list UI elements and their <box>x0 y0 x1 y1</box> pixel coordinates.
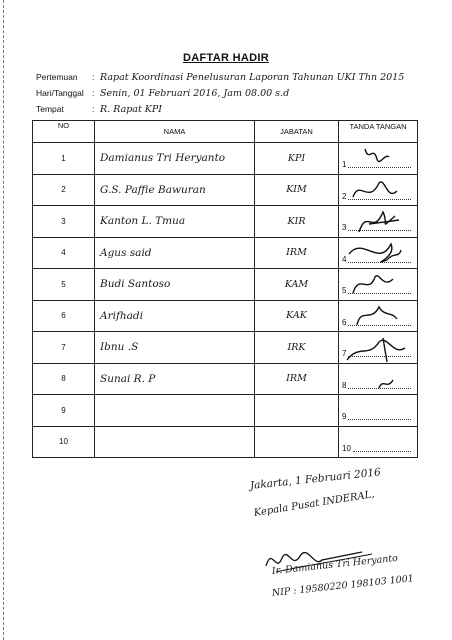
attendee-position <box>255 395 339 427</box>
attendee-name <box>95 395 255 427</box>
table-row <box>33 426 418 458</box>
row-number: 5 <box>33 269 95 301</box>
row-number: 9 <box>33 395 95 427</box>
attendee-name: Kanton L. Tmua <box>95 206 255 238</box>
row-number: 8 <box>33 363 95 395</box>
attendee-name <box>95 426 255 458</box>
handwritten-signature <box>339 206 417 236</box>
signature-line <box>348 419 411 420</box>
meta-label: Hari/Tanggal <box>36 88 84 98</box>
attendee-name: Arifhadi <box>95 300 255 332</box>
table-row <box>33 269 418 301</box>
signature-cell <box>339 332 418 364</box>
table-row <box>33 363 418 395</box>
attendee-name: Budi Santoso <box>95 269 255 301</box>
row-number: 2 <box>33 174 95 206</box>
attendee-position: IRM <box>255 237 339 269</box>
signature-number: 10 <box>342 443 351 453</box>
row-number: 7 <box>33 332 95 364</box>
table-row <box>33 174 418 206</box>
signature-cell <box>339 395 418 427</box>
row-number: 1 <box>33 143 95 175</box>
attendee-position: KAM <box>255 269 339 301</box>
signature-number: 5 <box>342 286 347 296</box>
attendee-name: Sunai R. P <box>95 363 255 395</box>
signature-number: 2 <box>342 191 347 201</box>
meta-value-hari-tanggal: Senin, 01 Februari 2016, Jam 08.00 s.d <box>100 88 290 99</box>
attendee-name: Ibnu .S <box>95 332 255 364</box>
signature-cell <box>339 300 418 332</box>
signature-cell <box>339 363 418 395</box>
signature-number: 3 <box>342 223 347 233</box>
table-row <box>33 206 418 238</box>
signature-number: 1 <box>342 160 347 170</box>
header-jabatan: JABATAN <box>255 121 339 143</box>
footer-signer: Ir. Damianus Tri Heryanto <box>271 552 399 577</box>
header-tanda-tangan: TANDA TANGAN <box>339 121 418 143</box>
binding-edge <box>3 0 5 640</box>
attendance-table <box>32 120 418 458</box>
header-nama: NAMA <box>95 121 255 143</box>
footer-place-date: Jakarta, 1 Februari 2016 <box>249 466 382 492</box>
meta-label: Pertemuan <box>36 72 78 82</box>
meta-tempat: Tempat : R. Rapat KPI <box>36 104 163 115</box>
handwritten-signature <box>339 238 417 268</box>
attendee-position: KIR <box>255 206 339 238</box>
row-number: 10 <box>33 426 95 458</box>
signature-line <box>353 451 411 452</box>
table-row <box>33 143 418 175</box>
attendee-position <box>255 426 339 458</box>
handwritten-signature <box>339 364 417 394</box>
signature-cell <box>339 174 418 206</box>
attendee-position: IRM <box>255 363 339 395</box>
attendee-name: Damianus Tri Heryanto <box>95 143 255 175</box>
page-title: DAFTAR HADIR <box>183 52 269 64</box>
row-number: 3 <box>33 206 95 238</box>
signature-number: 9 <box>342 412 347 422</box>
handwritten-signature <box>339 143 417 173</box>
meta-value-pertemuan: Rapat Koordinasi Penelusuran Laporan Tahunan UKI Thn 2015 <box>100 72 405 83</box>
attendee-position: KAK <box>255 300 339 332</box>
signature-cell <box>339 206 418 238</box>
attendee-position: KIM <box>255 174 339 206</box>
attendee-position: KPI <box>255 143 339 175</box>
handwritten-signature <box>339 332 417 362</box>
footer-nip: NIP : 19580220 198103 1001 <box>271 573 415 599</box>
table-row <box>33 237 418 269</box>
attendee-position: IRK <box>255 332 339 364</box>
meta-hari-tanggal: Hari/Tanggal : Senin, 01 Februari 2016, Jam 08.00 s.d <box>36 88 290 99</box>
attendee-name: G.S. Paffie Bawuran <box>95 174 255 206</box>
signature-number: 8 <box>342 380 347 390</box>
attendee-name: Agus said <box>95 237 255 269</box>
signature-cell <box>339 426 418 458</box>
table-row <box>33 395 418 427</box>
meta-pertemuan: Pertemuan : Rapat Koordinasi Penelusuran Laporan Tahunan UKI Thn 2015 <box>36 72 405 83</box>
handwritten-signature <box>339 301 417 331</box>
handwritten-signature <box>339 269 417 299</box>
table-row <box>33 300 418 332</box>
signature-cell <box>339 143 418 175</box>
meta-value-tempat: R. Rapat KPI <box>100 104 163 115</box>
signature-cell <box>339 269 418 301</box>
header-no: NO <box>33 121 95 143</box>
signature-number: 7 <box>342 349 347 359</box>
signature-number: 4 <box>342 254 347 264</box>
footer-office: Kepala Pusat INDERAL, <box>253 489 376 519</box>
table-row <box>33 332 418 364</box>
row-number: 6 <box>33 300 95 332</box>
meta-label: Tempat <box>36 104 64 114</box>
signature-cell <box>339 237 418 269</box>
row-number: 4 <box>33 237 95 269</box>
table-header-row <box>33 121 418 143</box>
handwritten-signature <box>339 175 417 205</box>
signature-number: 6 <box>342 317 347 327</box>
